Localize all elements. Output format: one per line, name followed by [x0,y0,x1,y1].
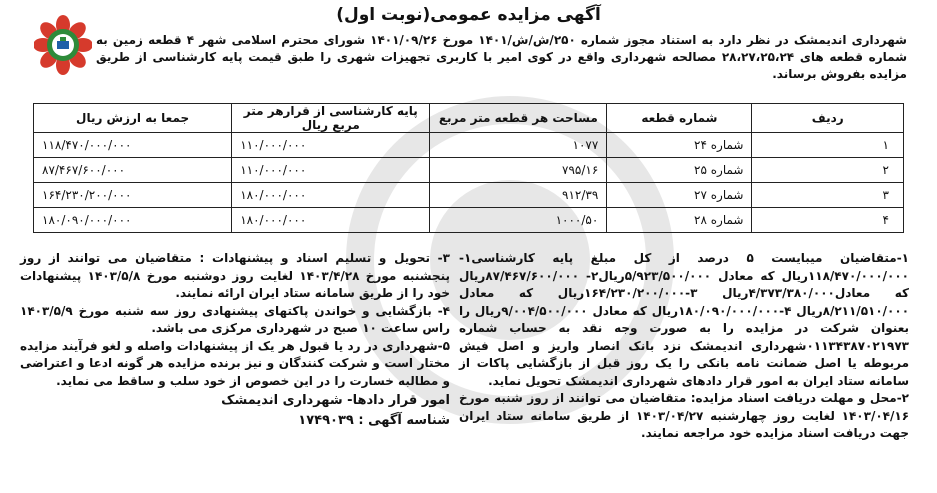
cell-area: ۷۹۵/۱۶ [430,158,607,183]
cell-base-price: ۱۸۰/۰۰۰/۰۰۰ [232,183,430,208]
table-header-row [34,104,904,133]
condition-deposit: ۱-متقاضیان میبایست ۵ درصد از کل مبلغ پایه کارشناسی۱- ۱۱۸/۴۷۰/۰۰۰/۰۰۰ریال که معادل ۵/۹۲۳/۵۰۰/۰۰۰ریال۲- ۸۷/۴۶۷/۶۰۰/۰۰۰ریال که معادل۴/۳۷۳/۳۸۰/۰۰۰ریال ۳-۱۶۴/۲۳۰/۲۰۰/۰۰۰ریال که معادل ۸/۲۱۱/۵۱۰/۰۰۰ریال ۴-۱۸۰/۰۹۰/۰۰۰/۰۰۰ریال که معادل ۹/۰۰۴/۵۰۰/۰۰۰ریال را بعنوان شرکت در مزایده را به صورت وجه نقد به حساب شماره ۰۱۱۳۴۳۸۷۰۲۱۹۷۳شهرداری اندیمشک نزد بانک انصار واریز و اصل فیش مربوطه یا اصل ضمانت نامه بانکی را یک روز قبل از بازگشایی پاکات از سامانه ستاد ایران به امور قرار دادهای شهرداری اندیمشک تحویل نماید. [459,251,910,388]
cell-plot-number: شماره ۲۴ [607,133,752,158]
table-row [34,133,904,158]
header-base-price: پایه کارشناسی از قرارهر متر مربع ریال [232,104,430,133]
table-row [34,158,904,183]
cell-area: ۱۰۰۰/۵۰ [430,208,607,233]
header-row-number: ردیف [752,104,904,133]
cell-plot-number: شماره ۲۸ [607,208,752,233]
table-row [34,208,904,233]
lots-table [33,103,904,233]
condition-submission: ۳- تحویل و تسلیم اسناد و پیشنهادات : متقاضیان می توانند از روز پنجشنبه مورخ ۱۴۰۳/۴/۲۸ لغایت روز دوشنبه مورخ ۱۴۰۳/۵/۸ پیشنهادات خود را از طریق سامانه ستاد ایران ارائه نمایند. [20,251,450,300]
cell-base-price: ۱۱۰/۰۰۰/۰۰۰ [232,133,430,158]
cell-base-price: ۱۸۰/۰۰۰/۰۰۰ [232,208,430,233]
header-area: مساحت هر قطعه متر مربع [430,104,607,133]
cell-row-number: ۳ [752,183,904,208]
header-total-value: جمعا به ارزش ریال [34,104,232,133]
cell-base-price: ۱۱۰/۰۰۰/۰۰۰ [232,158,430,183]
notice-intro: شهرداری اندیمشک در نظر دارد به استناد مجوز شماره ۲۵۰/ش/ش/۱۴۰۱ مورخ ۱۴۰۱/۰۹/۲۶ شورای محترم اسلامی شهر ۴ قطعه زمین به شماره قطعه های ۲۸،۲۷،۲۵،۲۴ مصالحه شهرداری واقع در کوی امیر با کاربری تجهیزات شهری را طبق قیمت پایه کارشناسی از طریق مزایده بفروش برساند. [96,33,907,81]
condition-rights: ۵-شهرداری در رد یا قبول هر یک از پیشنهادات واصله و لغو فرآیند مزایده مختار است و شرکت کنندگان و نیز برنده مزایده هر گونه ادعا و اعتراضی و مطالبه خسارت را در این خصوص از خود سلب و ساقط می نماید. [20,338,450,388]
cell-row-number: ۴ [752,208,904,233]
cell-row-number: ۱ [752,133,904,158]
conditions-right-column [459,250,909,443]
cell-row-number: ۲ [752,158,904,183]
cell-area: ۱۰۷۷ [430,133,607,158]
cell-total-value: ۸۷/۴۶۷/۶۰۰/۰۰۰ [34,158,232,183]
cell-plot-number: شماره ۲۵ [607,158,752,183]
conditions-left-column [20,250,450,429]
header-plot-number: شماره قطعه [607,104,752,133]
notice-id: شناسه آگهی : ۱۷۴۹۰۳۹ [298,412,450,428]
cell-total-value: ۱۸۰/۰۹۰/۰۰۰/۰۰۰ [34,208,232,233]
table-row [34,183,904,208]
cell-plot-number: شماره ۲۷ [607,183,752,208]
issuer-signature: امور قرار دادها- شهرداری اندیمشک [221,393,450,408]
condition-opening: ۴- بازگشایی و خواندن پاکتهای پیشنهادی روز سه شنبه مورخ ۱۴۰۳/۵/۹ راس ساعت ۱۰ صبح در شهرداری مرکزی می باشد. [20,303,450,335]
notice-title: آگهی مزایده عمومی(نوبت اول) [336,5,601,25]
condition-documents-deadline: ۲-محل و مهلت دریافت اسناد مزایده: متقاضیان می توانند از روز شنبه مورخ ۱۴۰۳/۰۴/۱۶ لغایت روز چهارشنبه ۱۴۰۳/۰۴/۲۷ از طریق سامانه ستاد ایران جهت دریافت اسناد مزایده خود مراجعه نمایند. [459,391,910,440]
cell-area: ۹۱۲/۳۹ [430,183,607,208]
cell-total-value: ۱۶۴/۲۳۰/۲۰۰/۰۰۰ [34,183,232,208]
cell-total-value: ۱۱۸/۴۷۰/۰۰۰/۰۰۰ [34,133,232,158]
